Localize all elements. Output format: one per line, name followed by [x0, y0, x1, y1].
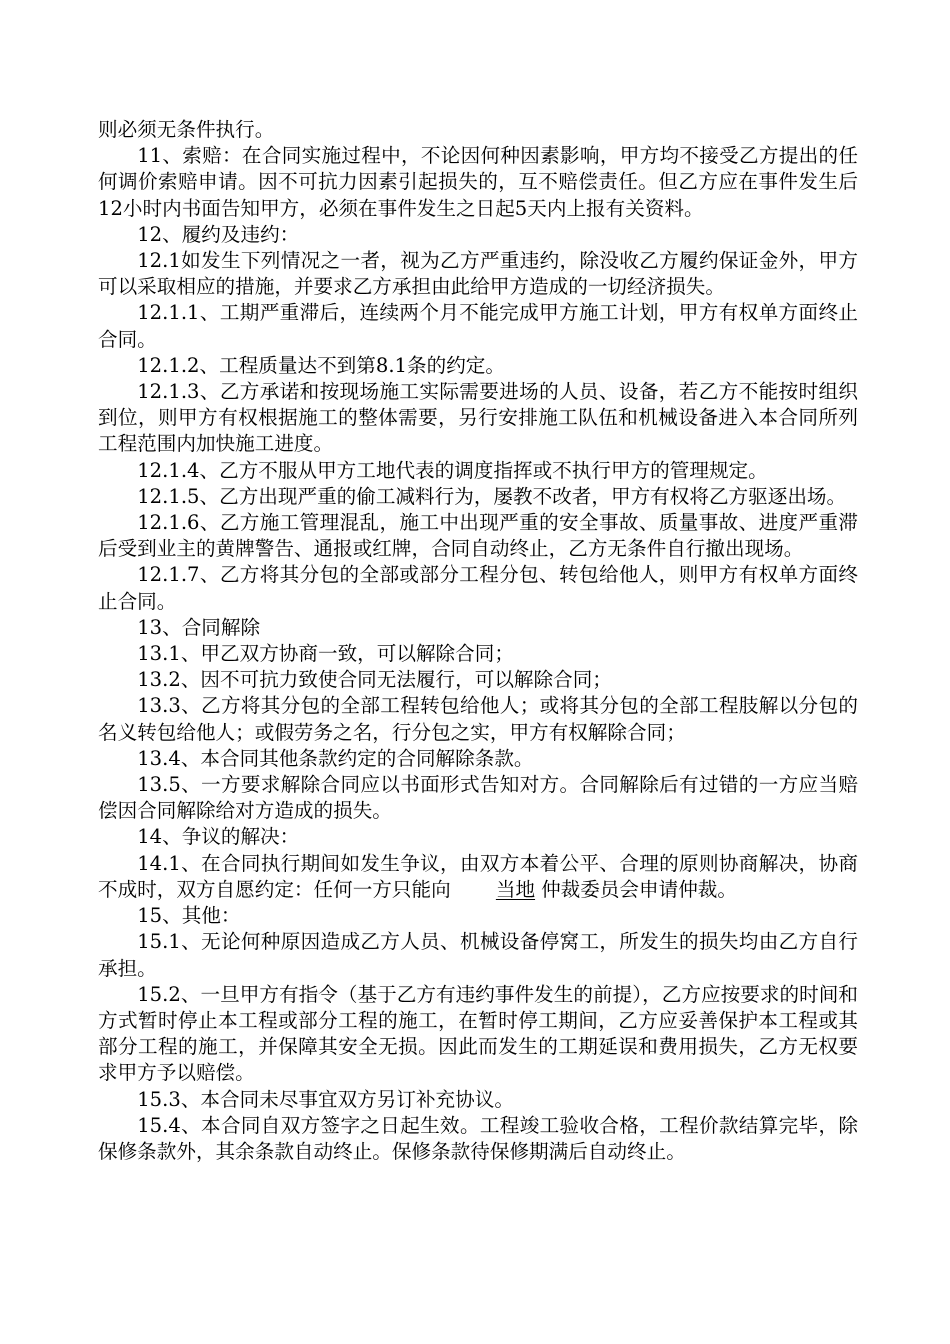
clause-12-1-2: 12.1.2、工程质量达不到第8.1条的约定。 [137, 353, 505, 377]
clause-13-4: 13.4、本合同其他条款约定的合同解除条款。 [137, 746, 534, 770]
clause-13-3: 13.3、乙方将其分包的全部工程转包给他人；或将其分包的全部工程肢解以分包的名义转包给他人；或假劳务之名，行分包之实，甲方有权解除合同； [98, 694, 858, 744]
clause-12-1-1: 12.1.1、工期严重滞后，连续两个月不能完成甲方施工计划，甲方有权单方面终止合同。 [98, 301, 858, 351]
clause-12-1-3: 12.1.3、乙方承诺和按现场施工实际需要进场的人员、设备，若乙方不能按时组织到位，则甲方有权根据施工的整体需要，另行安排施工队伍和机械设备进入本合同所列工程范围内加快施工进度。 [98, 380, 858, 456]
clause-15-2: 15.2、一旦甲方有指令（基于乙方有违约事件发生的前提），乙方应按要求的时间和方式暂时停止本工程或部分工程的施工，在暂时停工期间，乙方应妥善保护本工程或其部分工程的施工，并保障其安全无损。因此而发生的工期延误和费用损失，乙方无权要求甲方予以赔偿。 [98, 982, 858, 1085]
clause-continuation: 则必须无条件执行。 [98, 118, 275, 141]
clause-12-heading: 12、履约及违约： [137, 222, 300, 246]
clause-11-claims: 11、索赔：在合同实施过程中，不论因何种因素影响，甲方均不接受乙方提出的任何调价索赔申请。因不可抗力因素引起损失的，互不赔偿责任。但乙方应在事件发生后12小时内书面告知甲方，必须在事件发生之日起5天内上报有关资料。 [98, 144, 858, 220]
clause-12-1-6: 12.1.6、乙方施工管理混乱，施工中出现严重的安全事故、质量事故、进度严重滞后受到业主的黄牌警告、通报或红牌，合同自动终止，乙方无条件自行撤出现场。 [98, 511, 858, 561]
clause-15-heading: 15、其他： [137, 904, 241, 928]
clause-14-heading: 14、争议的解决： [137, 825, 300, 849]
arbitration-venue-blank: 当地 [495, 877, 536, 901]
clause-12-1: 12.1如发生下列情况之一者，视为乙方严重违约，除没收乙方履约保证金外，甲方可以采取相应的措施，并要求乙方承担由此给甲方造成的一切经济损失。 [98, 249, 858, 299]
clause-13-1: 13.1、甲乙双方协商一致，可以解除合同； [137, 642, 514, 666]
clause-12-1-7: 12.1.7、乙方将其分包的全部或部分工程分包、转包给他人，则甲方有权单方面终止合同。 [98, 563, 858, 613]
clause-14-1 [98, 851, 858, 903]
clause-13-5: 13.5、一方要求解除合同应以书面形式告知对方。合同解除后有过错的一方应当赔偿因合同解除给对方造成的损失。 [98, 773, 858, 823]
clause-13-heading: 13、合同解除 [137, 615, 261, 639]
clause-13-2: 13.2、因不可抗力致使合同无法履行，可以解除合同； [137, 668, 612, 692]
clause-12-1-5: 12.1.5、乙方出现严重的偷工减料行为，屡教不改者，甲方有权将乙方驱逐出场。 [137, 484, 847, 508]
clause-15-4: 15.4、本合同自双方签字之日起生效。工程竣工验收合格，工程价款结算完毕，除保修条款外，其余条款自动终止。保修条款待保修期满后自动终止。 [98, 1113, 858, 1163]
clause-15-3: 15.3、本合同未尽事宜双方另订补充协议。 [137, 1087, 514, 1111]
clause-14-1-after: 仲裁委员会申请仲裁。 [541, 877, 737, 901]
clause-15-1: 15.1、无论何种原因造成乙方人员、机械设备停窝工，所发生的损失均由乙方自行承担。 [98, 930, 858, 980]
clause-14-1-before: 14.1、在合同执行期间如发生争议，由双方本着公平、合理的原则协商解决，协商不成时，双方自愿约定：任何一方只能向 [98, 851, 858, 901]
contract-page [98, 117, 858, 1165]
clause-12-1-4: 12.1.4、乙方不服从甲方工地代表的调度指挥或不执行甲方的管理规定。 [137, 458, 768, 482]
